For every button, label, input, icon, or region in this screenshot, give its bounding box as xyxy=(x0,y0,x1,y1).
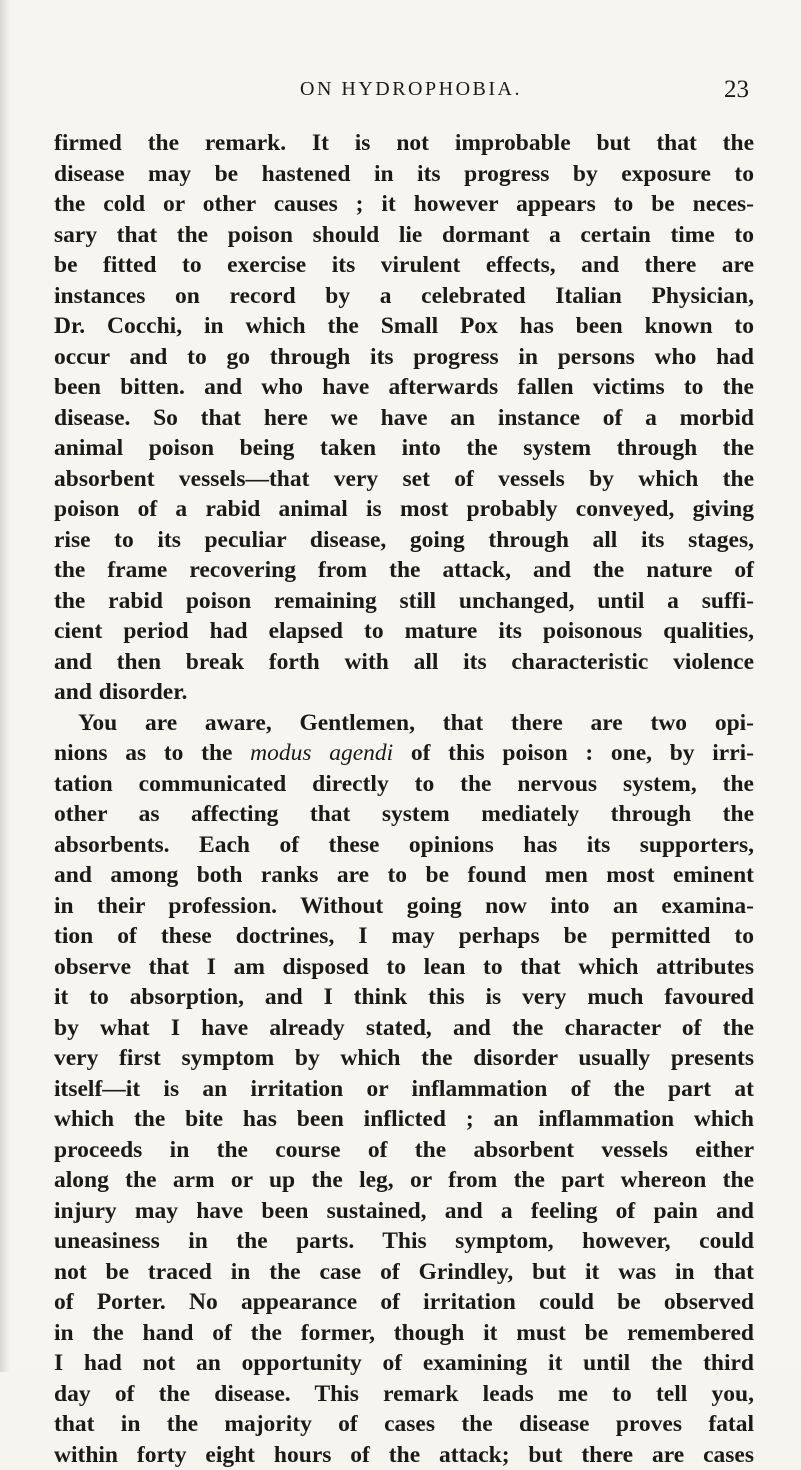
text-line: itself—it is an irritation or inflammation of the part at xyxy=(54,1074,754,1105)
text-line: within forty eight hours of the attack; but there are cases xyxy=(54,1440,754,1470)
text-line: very first symptom by which the disorder usually presents xyxy=(54,1043,754,1074)
text-line: the cold or other causes ; it however appears to be neces- xyxy=(54,189,754,220)
text-line: I had not an opportunity of examining it until the third xyxy=(54,1348,754,1379)
text-line: disease may be hastened in its progress by exposure to xyxy=(54,159,754,190)
text-line: disease. So that here we have an instance of a morbid xyxy=(54,403,754,434)
text-line: that in the majority of cases the disease proves fatal xyxy=(54,1409,754,1440)
text-line: occur and to go through its progress in persons who had xyxy=(54,342,754,373)
text-line: by what I have already stated, and the character of the xyxy=(54,1013,754,1044)
text-line: observe that I am disposed to lean to that which attributes xyxy=(54,952,754,983)
text-line: animal poison being taken into the system through the xyxy=(54,433,754,464)
text-segment: nions as to the xyxy=(54,740,250,766)
text-line: poison of a rabid animal is most probably conveyed, giving xyxy=(54,494,754,525)
text-line: firmed the remark. It is not improbable but that the xyxy=(54,128,754,159)
text-line: which the bite has been inflicted ; an inflammation which xyxy=(54,1104,754,1135)
text-line: the rabid poison remaining still unchanged, until a suffi- xyxy=(54,586,754,617)
body-text xyxy=(54,128,754,1470)
text-line: and disorder. xyxy=(54,677,754,708)
text-line: tion of these doctrines, I may perhaps be permitted to xyxy=(54,921,754,952)
text-line: tation communicated directly to the nervous system, the xyxy=(54,769,754,800)
text-line: other as affecting that system mediately through the xyxy=(54,799,754,830)
text-line: sary that the poison should lie dormant a certain time to xyxy=(54,220,754,251)
text-line: along the arm or up the leg, or from the part whereon the xyxy=(54,1165,754,1196)
text-line: cient period had elapsed to mature its poisonous qualities, xyxy=(54,616,754,647)
text-line: in their profession. Without going now into an examina- xyxy=(54,891,754,922)
text-line: in the hand of the former, though it must be remembered xyxy=(54,1318,754,1349)
text-line: not be traced in the case of Grindley, but it was in that xyxy=(54,1257,754,1288)
text-line-with-italic xyxy=(54,738,754,769)
text-line: uneasiness in the parts. This symptom, however, could xyxy=(54,1226,754,1257)
text-line: day of the disease. This remark leads me to tell you, xyxy=(54,1379,754,1410)
running-title: ON HYDROPHOBIA. xyxy=(300,78,522,101)
text-line: rise to its peculiar disease, going through all its stages, xyxy=(54,525,754,556)
text-line: absorbents. Each of these opinions has its supporters, xyxy=(54,830,754,861)
page-number: 23 xyxy=(724,76,749,104)
text-line: injury may have been sustained, and a feeling of pain and xyxy=(54,1196,754,1227)
text-line: absorbent vessels—that very set of vessels by which the xyxy=(54,464,754,495)
running-header xyxy=(0,78,801,108)
text-line: it to absorption, and I think this is very much favoured xyxy=(54,982,754,1013)
text-line: of Porter. No appearance of irritation could be observed xyxy=(54,1287,754,1318)
text-line: proceeds in the course of the absorbent vessels either xyxy=(54,1135,754,1166)
text-line: and among both ranks are to be found men most eminent xyxy=(54,860,754,891)
text-line: the frame recovering from the attack, and the nature of xyxy=(54,555,754,586)
text-line: been bitten. and who have afterwards fallen victims to the xyxy=(54,372,754,403)
text-line: instances on record by a celebrated Italian Physician, xyxy=(54,281,754,312)
text-segment: of this poison : one, by irri- xyxy=(393,740,754,766)
text-line: be fitted to exercise its virulent effects, and there are xyxy=(54,250,754,281)
text-line: Dr. Cocchi, in which the Small Pox has been known to xyxy=(54,311,754,342)
italic-phrase: modus agendi xyxy=(250,740,393,766)
page-gutter-shadow xyxy=(0,0,10,1372)
text-line: and then break forth with all its characteristic violence xyxy=(54,647,754,678)
paragraph-start-line: You are aware, Gentlemen, that there are two opi- xyxy=(54,708,754,739)
